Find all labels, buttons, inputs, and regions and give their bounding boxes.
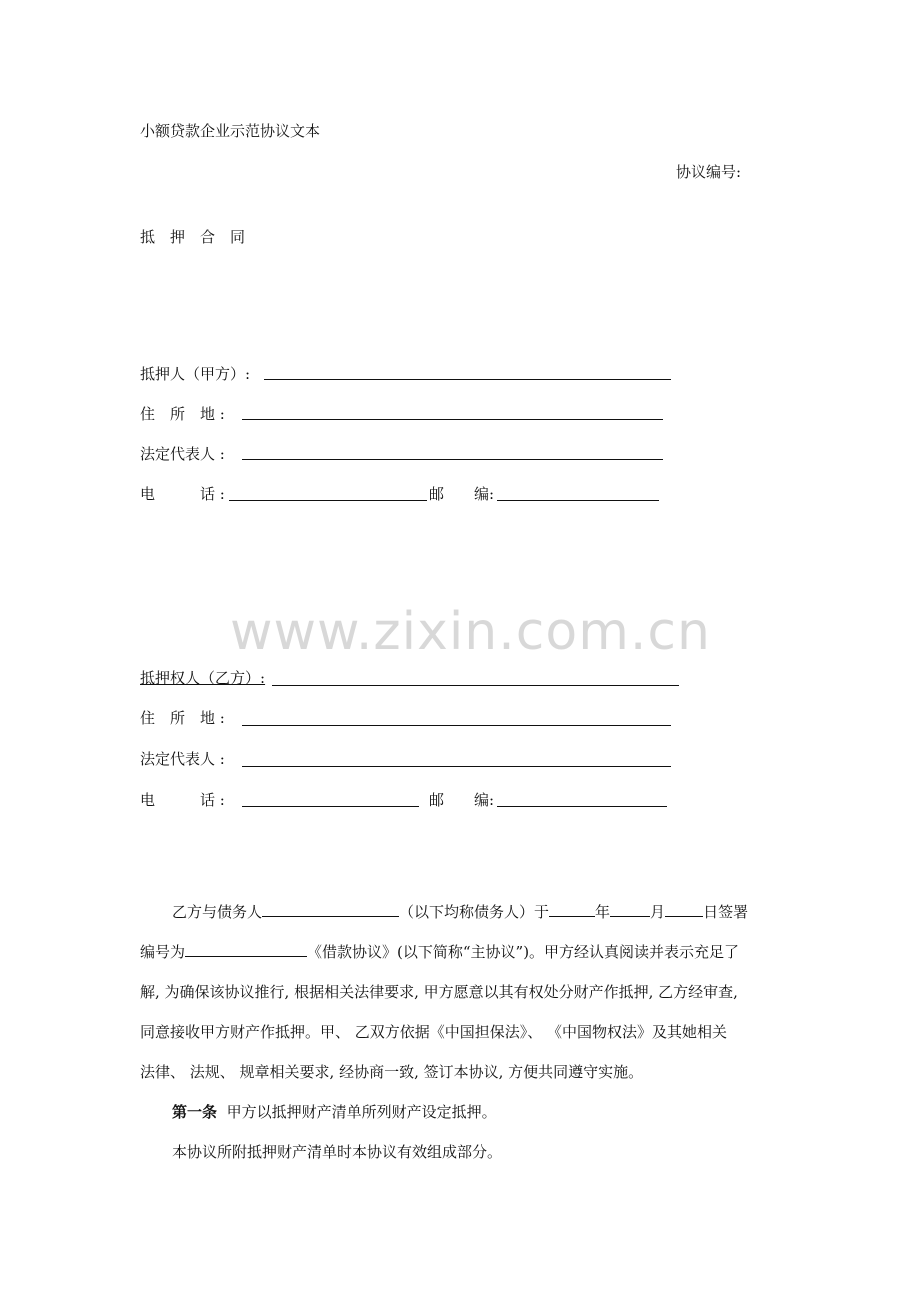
party-a-legal-rep-blank[interactable] — [242, 459, 663, 460]
body-line-2-text-a: 编号为 — [140, 943, 186, 961]
year-label: 年 — [595, 903, 611, 921]
day-blank[interactable] — [665, 901, 703, 917]
party-a-legal-rep-label: 法定代表人 : — [140, 445, 225, 463]
party-b-legal-rep-label: 法定代表人 : — [140, 750, 225, 768]
body-line-1-text-a: 乙方与债务人 — [172, 903, 263, 921]
month-blank[interactable] — [610, 901, 650, 917]
mortgagor-blank[interactable] — [264, 379, 671, 380]
body-line-3: 解, 为确保该协议推行, 根据相关法律要求, 甲方愿意以其有权处分财产作抵押, 乙方经审查, — [140, 983, 738, 1001]
day-sign-label: 日签署 — [703, 903, 749, 921]
mortgagee-blank[interactable] — [272, 685, 679, 686]
article-1-label: 第一条 — [172, 1103, 218, 1121]
body-line-1 — [172, 900, 748, 924]
party-b-postcode-label: 邮 编: — [429, 791, 495, 809]
article-1 — [172, 1100, 497, 1124]
loan-agreement-number-blank[interactable] — [185, 941, 307, 957]
debtor-name-blank[interactable] — [262, 901, 399, 917]
party-b-legal-rep-blank[interactable] — [242, 766, 671, 767]
document-title: 小额贷款企业示范协议文本 — [140, 122, 321, 140]
party-b-address-label: 住 所 地 : — [140, 709, 225, 727]
party-b-address-blank[interactable] — [242, 725, 671, 726]
body-line-2-text-b: 《借款协议》(以下简称“主协议”)。甲方经认真阅读并表示充足了 — [307, 943, 740, 961]
party-a-phone-label: 电 话 : — [140, 485, 225, 503]
party-a-address-label: 住 所 地 : — [140, 405, 225, 423]
watermark: www.zixin.com.cn — [230, 602, 711, 662]
article-1-text: 甲方以抵押财产清单所列财产设定抵押。 — [226, 1103, 497, 1121]
body-line-5: 法律、 法规、 规章相关要求, 经协商一致, 签订本协议, 方便共同遵守实施。 — [140, 1063, 644, 1081]
body-line-1-text-b: （以下均称债务人）于 — [399, 903, 550, 921]
party-a-postcode-label: 邮 编: — [429, 485, 495, 503]
mortgagee-label: 抵押权人（乙方）: — [140, 669, 266, 687]
party-a-postcode-blank[interactable] — [497, 500, 659, 501]
month-label: 月 — [650, 903, 666, 921]
body-line-4: 同意接收甲方财产作抵押。甲、 乙双方依据《中国担保法》、 《中国物权法》及其她相关 — [140, 1023, 728, 1041]
body-line-6: 本协议所附抵押财产清单时本协议有效组成部分。 — [172, 1143, 503, 1161]
mortgagor-label: 抵押人（甲方）: — [140, 365, 251, 383]
body-line-2 — [140, 940, 739, 964]
party-a-address-blank[interactable] — [242, 419, 663, 420]
party-a-phone-blank[interactable] — [229, 500, 427, 501]
party-b-postcode-blank[interactable] — [497, 806, 667, 807]
party-b-phone-label: 电 话 : — [140, 791, 225, 809]
contract-title: 抵 押 合 同 — [140, 228, 246, 246]
party-b-phone-blank[interactable] — [242, 806, 419, 807]
agreement-number-label: 协议编号: — [676, 163, 742, 181]
year-blank[interactable] — [549, 901, 595, 917]
